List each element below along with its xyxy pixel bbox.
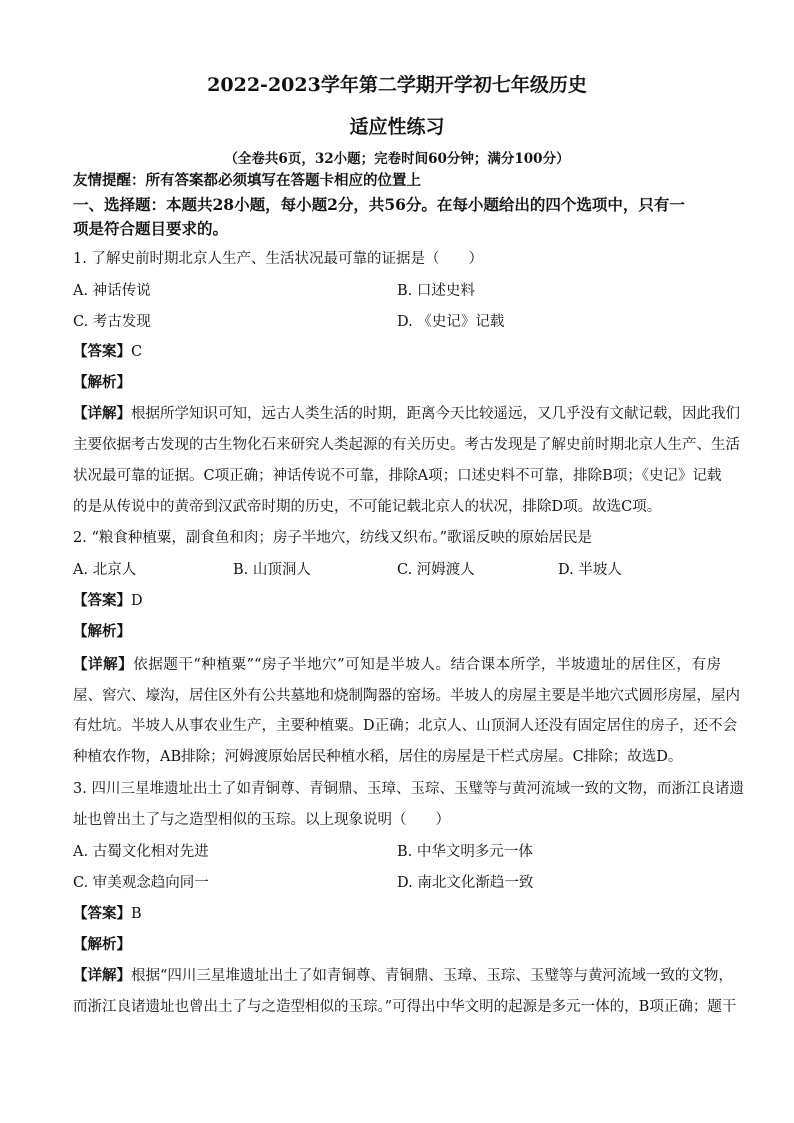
answer-tag: 【答案】	[73, 343, 131, 360]
detail-tag: 【详解】	[73, 967, 131, 984]
answer-tag: 【答案】	[73, 905, 131, 922]
q2-option-c: C. 河姆渡人	[397, 562, 475, 578]
q1-analysis-tag: 【解析】	[73, 374, 131, 391]
detail-tag: 【详解】	[73, 405, 131, 422]
q3-stem-line2: 址也曾出土了与之造型相似的玉琮。以上现象说明（ ）	[73, 812, 450, 828]
q3-detail-line2: 而浙江良诸遗址也曾出土了与之造型相似的玉琮。”可得出中华文明的起源是多元一体的，B项正确；题干	[73, 999, 737, 1015]
q3-detail-line1	[73, 966, 733, 986]
q1-detail-line2: 主要依据考古发现的古生物化石来研究人类起源的有关历史。考古发现是了解史前时期北京人生产、生活	[73, 437, 740, 453]
q3-option-b: B. 中华文明多元一体	[397, 844, 533, 860]
q2-answer	[73, 591, 143, 611]
q3-analysis-tag: 【解析】	[73, 936, 131, 953]
q2-option-a: A. 北京人	[73, 562, 137, 578]
exam-title: 2022-2023学年第二学期开学初七年级历史	[207, 74, 587, 96]
q2-option-b: B. 山顶洞人	[233, 562, 311, 578]
q2-stem: 2. “粮食种植粟，副食鱼和肉；房子半地穴，纺线又织布。”歌谣反映的原始居民是	[73, 530, 593, 546]
detail-tag: 【详解】	[73, 656, 134, 673]
q1-option-d: D. 《史记》记载	[397, 314, 505, 330]
q1-answer	[73, 342, 142, 362]
q2-analysis-tag: 【解析】	[73, 623, 131, 640]
detail-text: 根据“四川三星堆遗址出土了如青铜尊、青铜鼎、玉璋、玉琮、玉璧等与黄河流域一致的文物，	[131, 968, 733, 984]
q2-detail-line1	[73, 655, 721, 675]
q2-detail-line3: 有灶坑。半坡人从事农业生产，主要种植粟。D正确；北京人、山顶洞人还没有固定居住的房子，还不会	[73, 718, 738, 734]
exam-info: （全卷共6页，32小题；完卷时间60分钟；满分100分）	[224, 151, 570, 167]
section-heading-line2: 项是符合题目要求的。	[73, 219, 229, 238]
answer-tag: 【答案】	[73, 592, 131, 609]
answer-value: D	[131, 593, 143, 609]
q3-answer	[73, 904, 142, 924]
q1-detail-line1	[73, 404, 740, 424]
q3-stem-line1: 3. 四川三星堆遗址出土了如青铜尊、青铜鼎、玉璋、玉琮、玉璧等与黄河流域一致的文物，而浙江良诸遗	[73, 781, 744, 797]
q3-option-d: D. 南北文化渐趋一致	[397, 875, 534, 891]
q2-option-d: D. 半坡人	[558, 562, 622, 578]
q2-detail-line4: 种植农作物，AB排除；河姆渡原始居民种植水稻，居住的房屋是干栏式房屋。C排除；故选D。	[73, 749, 683, 765]
exam-subtitle: 适应性练习	[349, 116, 445, 138]
answer-value: B	[131, 906, 142, 922]
q1-option-b: B. 口述史料	[397, 283, 475, 299]
detail-text: 依据题干“种植粟”“房子半地穴”可知是半坡人。结合课本所学，半坡遗址的居住区，有房	[133, 657, 721, 673]
section-heading-line1: 一、选择题：本题共28小题，每小题2分，共56分。在每小题给出的四个选项中，只有一	[73, 195, 685, 214]
q1-detail-line3: 状况最可靠的证据。C项正确；神话传说不可靠，排除A项；口述史料不可靠，排除B项；《史记》记载	[73, 468, 722, 484]
answer-value: C	[131, 344, 143, 360]
q2-detail-line2: 屋、窖穴、壕沟，居住区外有公共墓地和烧制陶器的窑场。半坡人的房屋主要是半地穴式圆形房屋，屋内	[73, 688, 740, 704]
q1-detail-line4: 的是从传说中的黄帝到汉武帝时期的历史，不可能记载北京人的状况，排除D项。故选C项。	[73, 499, 662, 515]
q3-option-a: A. 古蜀文化相对先进	[73, 844, 209, 860]
q1-stem: 1. 了解史前时期北京人生产、生活状况最可靠的证据是（ ）	[73, 251, 483, 267]
reminder: 友情提醒：所有答案都必须填写在答题卡相应的位置上	[73, 172, 421, 189]
detail-text: 根据所学知识可知，远古人类生活的时期，距离今天比较遥远，又几乎没有文献记载，因此我们	[131, 406, 740, 422]
q3-option-c: C. 审美观念趋向同一	[73, 875, 209, 891]
q1-option-c: C. 考古发现	[73, 314, 151, 330]
q1-option-a: A. 神话传说	[73, 283, 151, 299]
